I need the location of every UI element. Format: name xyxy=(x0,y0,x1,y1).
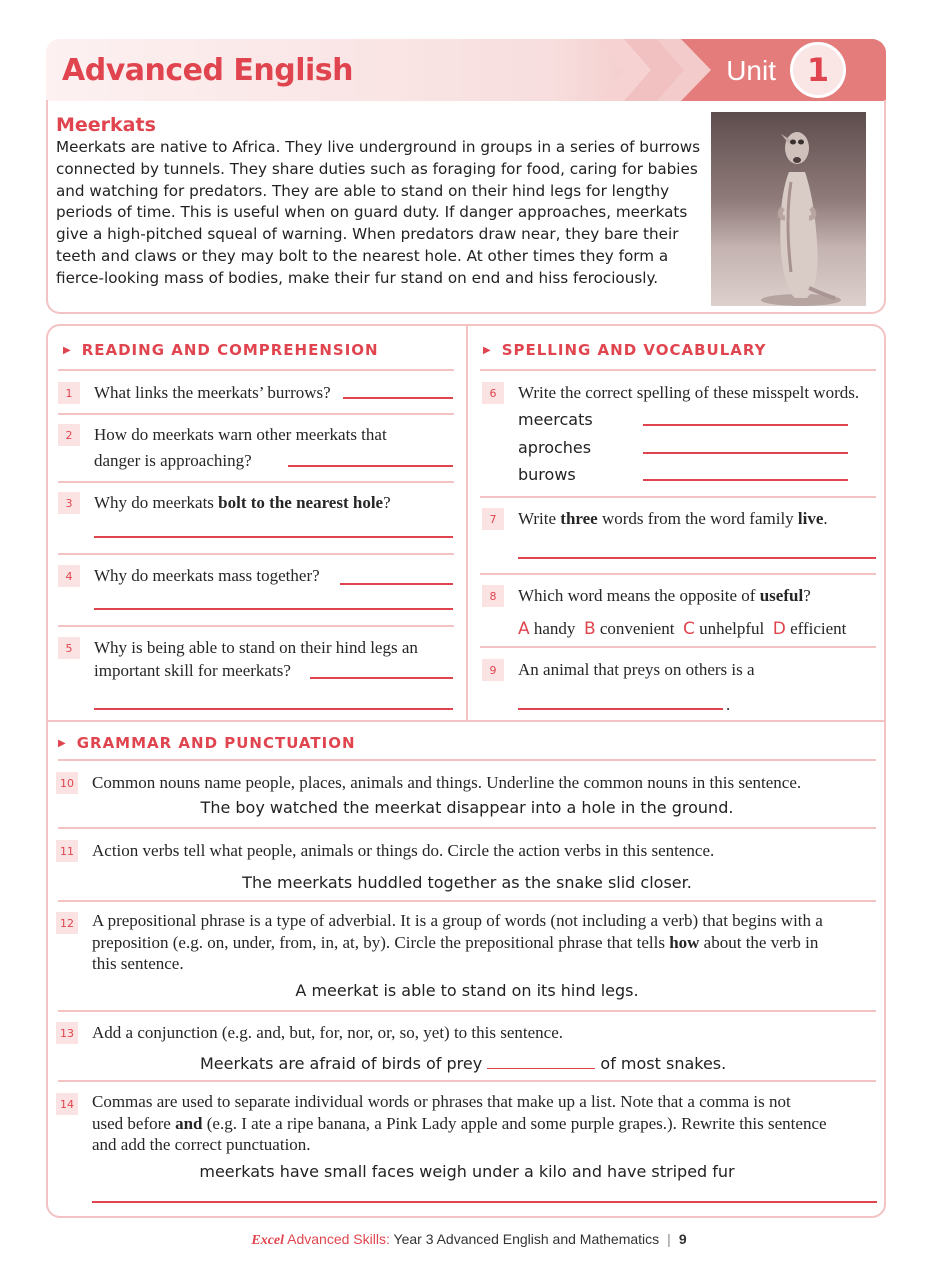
question-text: An animal that preys on others is a xyxy=(518,660,755,679)
sample-sentence: The meerkats huddled together as the snake slid closer. xyxy=(242,873,692,892)
question-text: A prepositional phrase is a type of adverbial. It is a group of words (not including a verb) that begins with a preposition (e.g. on, under, from, in, at, by). Circle the prepositional phrase that tells how about the verb in this sentence. xyxy=(92,911,823,973)
unit-number-badge: 1 xyxy=(790,42,846,98)
page-title: Advanced English xyxy=(62,53,354,88)
misspelt-word: burows xyxy=(518,465,576,484)
passage-text: Meerkats are native to Africa. They live underground in groups in a series of burrows connected by tunnels. They share duties such as foraging for food, caring for babies and watching for predators. They are able to stand on their hind legs for lengthy periods of time. This is useful when on guard duty. If danger approaches, meerkats give a high-pitched squeal of warning. When predators draw near, they bare their teeth and claws or they may bolt to the nearest hole. At other times they form a fierce-looking mass of bodies, make their fur stand on end and hiss ferociously. xyxy=(56,138,701,287)
question-number: 7 xyxy=(482,508,504,530)
triangle-right-icon: ▶ xyxy=(483,345,492,356)
triangle-right-icon: ▶ xyxy=(58,738,67,749)
triangle-right-icon: ▶ xyxy=(63,345,72,356)
question-text: Why do meerkats bolt to the nearest hole? xyxy=(94,493,391,512)
answer-line[interactable] xyxy=(94,708,453,710)
question-number: 1 xyxy=(58,382,80,404)
question-number: 3 xyxy=(58,492,80,514)
question-number: 4 xyxy=(58,565,80,587)
misspelt-word: meercats xyxy=(518,410,593,429)
sample-sentence: meerkats have small faces weigh under a kilo and have striped fur xyxy=(199,1162,735,1181)
question-text: Add a conjunction (e.g. and, but, for, nor, or, so, yet) to this sentence. xyxy=(92,1023,564,1042)
answer-line[interactable] xyxy=(518,557,876,559)
worksheet-box xyxy=(46,324,886,1218)
passage-title: Meerkats xyxy=(56,114,156,136)
answer-line[interactable] xyxy=(92,1201,877,1203)
question-text: important skill for meerkats? xyxy=(94,661,291,680)
section-heading-reading: ▶ READING AND COMPREHENSION xyxy=(63,341,379,359)
question-number: 8 xyxy=(482,585,504,607)
question-number: 10 xyxy=(56,772,78,794)
question-number: 14 xyxy=(56,1093,78,1115)
answer-line[interactable] xyxy=(94,536,453,538)
question-number: 6 xyxy=(482,382,504,404)
sample-sentence: Meerkats are afraid of birds of prey of most snakes. xyxy=(200,1054,727,1073)
question-text: Action verbs tell what people, animals or things do. Circle the action verbs in this sentence. xyxy=(92,841,715,860)
question-text: Which word means the opposite of useful? xyxy=(518,586,811,605)
conjunction-blank[interactable] xyxy=(487,1057,595,1069)
question-text: Write three words from the word family live. xyxy=(518,509,828,528)
question-text: Common nouns name people, places, animals and things. Underline the common nouns in this sentence. xyxy=(92,773,802,792)
option-a[interactable]: A handy xyxy=(518,619,576,639)
sample-sentence: The boy watched the meerkat disappear into a hole in the ground. xyxy=(200,798,734,817)
question-text: How do meerkats warn other meerkats that xyxy=(94,425,387,444)
sentence-end: . xyxy=(726,695,731,714)
page-footer: Excel Advanced Skills: Year 3 Advanced English and Mathematics | 9 xyxy=(251,1231,687,1248)
page-number: 9 xyxy=(678,1231,687,1247)
misspelt-word: aproches xyxy=(518,438,592,457)
question-text: Why do meerkats mass together? xyxy=(94,566,320,585)
section-heading-grammar: ▶ GRAMMAR AND PUNCTUATION xyxy=(58,734,356,752)
question-number: 13 xyxy=(56,1022,78,1044)
meerkat-photo xyxy=(711,112,866,306)
option-d[interactable]: D efficient xyxy=(772,619,847,639)
question-number: 9 xyxy=(482,659,504,681)
question-text: Commas are used to separate individual words or phrases that make up a list. Note that a comma is not used before and (e.g. I ate a ripe banana, a Pink Lady apple and some purple grapes.). Rewrite this sentence and add the correct punctuation. xyxy=(92,1092,827,1154)
question-text: Why is being able to stand on their hind legs an xyxy=(94,638,418,657)
section-heading-spelling: ▶ SPELLING AND VOCABULARY xyxy=(483,341,767,359)
book-title: Year 3 Advanced English and Mathematics xyxy=(389,1231,660,1247)
intro-passage-box xyxy=(46,100,886,314)
answer-line[interactable] xyxy=(340,583,453,585)
answer-line[interactable] xyxy=(643,452,848,454)
answer-line[interactable] xyxy=(343,397,453,399)
sample-sentence: A meerkat is able to stand on its hind legs. xyxy=(295,981,639,1000)
option-c[interactable]: C unhelpful xyxy=(682,619,765,639)
brand-name: Excel xyxy=(251,1233,285,1248)
answer-line[interactable] xyxy=(288,465,453,467)
question-number: 11 xyxy=(56,840,78,862)
question-number: 2 xyxy=(58,424,80,446)
question-number: 5 xyxy=(58,637,80,659)
unit-header xyxy=(46,39,886,101)
unit-label: Unit xyxy=(726,55,776,86)
answer-line[interactable] xyxy=(518,708,723,710)
question-text: Write the correct spelling of these misspelt words. xyxy=(518,383,860,402)
answer-line[interactable] xyxy=(643,479,848,481)
question-text: danger is approaching? xyxy=(94,451,252,470)
answer-line[interactable] xyxy=(94,608,453,610)
question-text: What links the meerkats’ burrows? xyxy=(94,383,331,402)
answer-options xyxy=(518,616,846,642)
meerkat-image xyxy=(711,112,866,306)
answer-line[interactable] xyxy=(310,677,453,679)
question-number: 12 xyxy=(56,912,78,934)
option-b[interactable]: B convenient xyxy=(583,619,675,639)
answer-line[interactable] xyxy=(643,424,848,426)
